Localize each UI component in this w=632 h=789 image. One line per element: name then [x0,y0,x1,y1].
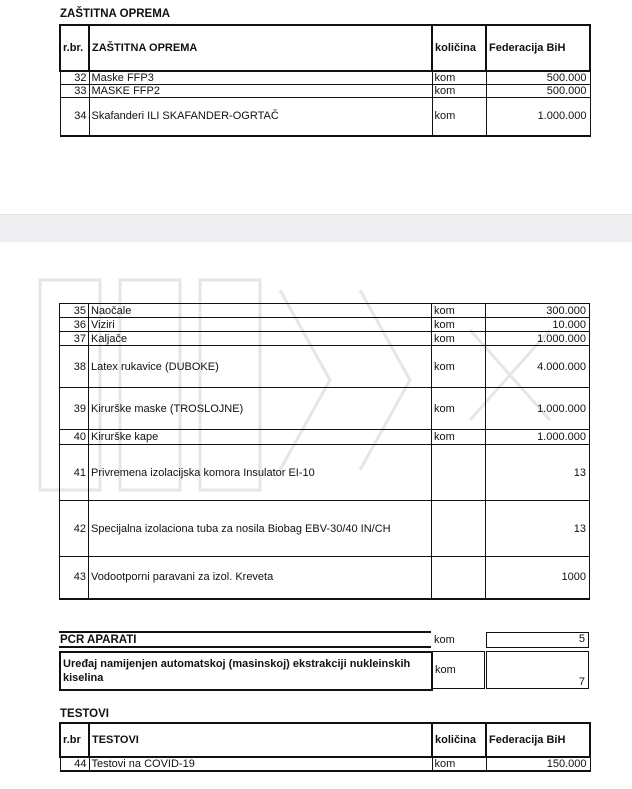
table-row [60,304,590,318]
row-qty: 500.000 [486,71,590,85]
table-row [60,501,590,557]
row-unit [432,557,486,599]
row-number: 35 [60,304,89,318]
row-unit [432,445,486,501]
table-row [60,445,590,501]
equipment-continuation-table [59,303,590,600]
row-qty: 4.000.000 [486,346,590,388]
row-name: Vodootporni paravani za izol. Kreveta [89,557,432,599]
table-row [60,757,590,771]
row-qty: 300.000 [486,304,590,318]
row-unit: kom [432,332,486,346]
table-row [60,332,590,346]
section-title-pcr: PCR APARATI [60,634,137,646]
pcr-device-unit-box [432,651,485,689]
row-number: 32 [60,71,89,85]
pcr-device-name-box [59,651,433,691]
row-qty: 13 [486,501,590,557]
row-unit: kom [432,304,486,318]
pcr-qty-box [486,632,589,648]
page-break-band [0,214,632,242]
row-number: 42 [60,501,89,557]
row-name: Kirurške kape [89,430,432,445]
pcr-device-qty-box [486,651,589,689]
row-unit: kom [432,71,486,85]
row-qty: 1.000.000 [486,332,590,346]
pcr-qty: 5 [578,633,585,645]
row-number: 38 [60,346,89,388]
table-header-row [60,723,590,757]
table-row [60,98,590,136]
pcr-device-name: Uređaj namijenjen automatskoj (masinskoj) ekstrakciji nukleinskih kiselina [63,658,411,684]
header-qty: Federacija BiH [486,723,590,757]
row-name: Viziri [89,318,432,332]
row-unit [432,501,486,557]
row-number: 34 [60,98,89,136]
table-row [60,388,590,430]
pcr-top-rule [59,631,431,633]
row-qty: 1000 [486,557,590,599]
row-number: 39 [60,388,89,430]
protective-equipment-table [59,24,591,137]
row-number: 40 [60,430,89,445]
pcr-title-underline [59,646,431,648]
pcr-unit: kom [434,634,455,646]
row-name: Naočale [89,304,432,318]
row-number: 43 [60,557,89,599]
row-name: Privremena izolacijska komora Insulator EI-10 [89,445,432,501]
row-number: 37 [60,332,89,346]
row-name: Kaljače [89,332,432,346]
row-name: Latex rukavice (DUBOKE) [89,346,432,388]
row-qty: 13 [486,445,590,501]
section-title-protective-equipment: ZAŠTITNA OPREMA [60,8,171,20]
header-unit: količina [432,723,486,757]
row-name: Specijalna izolaciona tuba za nosila Biobag EBV-30/40 IN/CH [89,501,432,557]
row-unit: kom [432,318,486,332]
section-title-tests: TESTOVI [60,708,109,720]
table-row [60,557,590,599]
header-name: ZAŠTITNA OPREMA [89,25,432,71]
table-row [60,318,590,332]
header-rbr: r.br. [60,25,89,71]
row-name: MASKE FFP2 [89,85,432,98]
row-qty: 1.000.000 [486,388,590,430]
table-row [60,85,590,98]
row-qty: 1.000.000 [486,98,590,136]
header-rbr: r.br [60,723,89,757]
row-qty: 10.000 [486,318,590,332]
row-number: 33 [60,85,89,98]
row-unit: kom [432,346,486,388]
row-unit: kom [432,757,486,771]
table-row [60,430,590,445]
row-qty: 150.000 [486,757,590,771]
table-row [60,71,590,85]
pcr-device-qty: 7 [578,676,585,688]
table-row [60,346,590,388]
pcr-device-unit: kom [435,664,456,676]
row-unit: kom [432,98,486,136]
row-name: Skafanderi ILI SKAFANDER-OGRTAČ [89,98,432,136]
tests-table [59,722,591,772]
header-unit: količina [432,25,486,71]
row-unit: kom [432,85,486,98]
row-number: 44 [60,757,89,771]
row-number: 41 [60,445,89,501]
row-number: 36 [60,318,89,332]
row-name: Maske FFP3 [89,71,432,85]
header-name: TESTOVI [89,723,432,757]
header-qty: Federacija BiH [486,25,590,71]
row-qty: 1.000.000 [486,430,590,445]
row-qty: 500.000 [486,85,590,98]
table-header-row [60,25,590,71]
row-name: Kirurške maske (TROSLOJNE) [89,388,432,430]
row-name: Testovi na COVID-19 [89,757,432,771]
row-unit: kom [432,430,486,445]
row-unit: kom [432,388,486,430]
